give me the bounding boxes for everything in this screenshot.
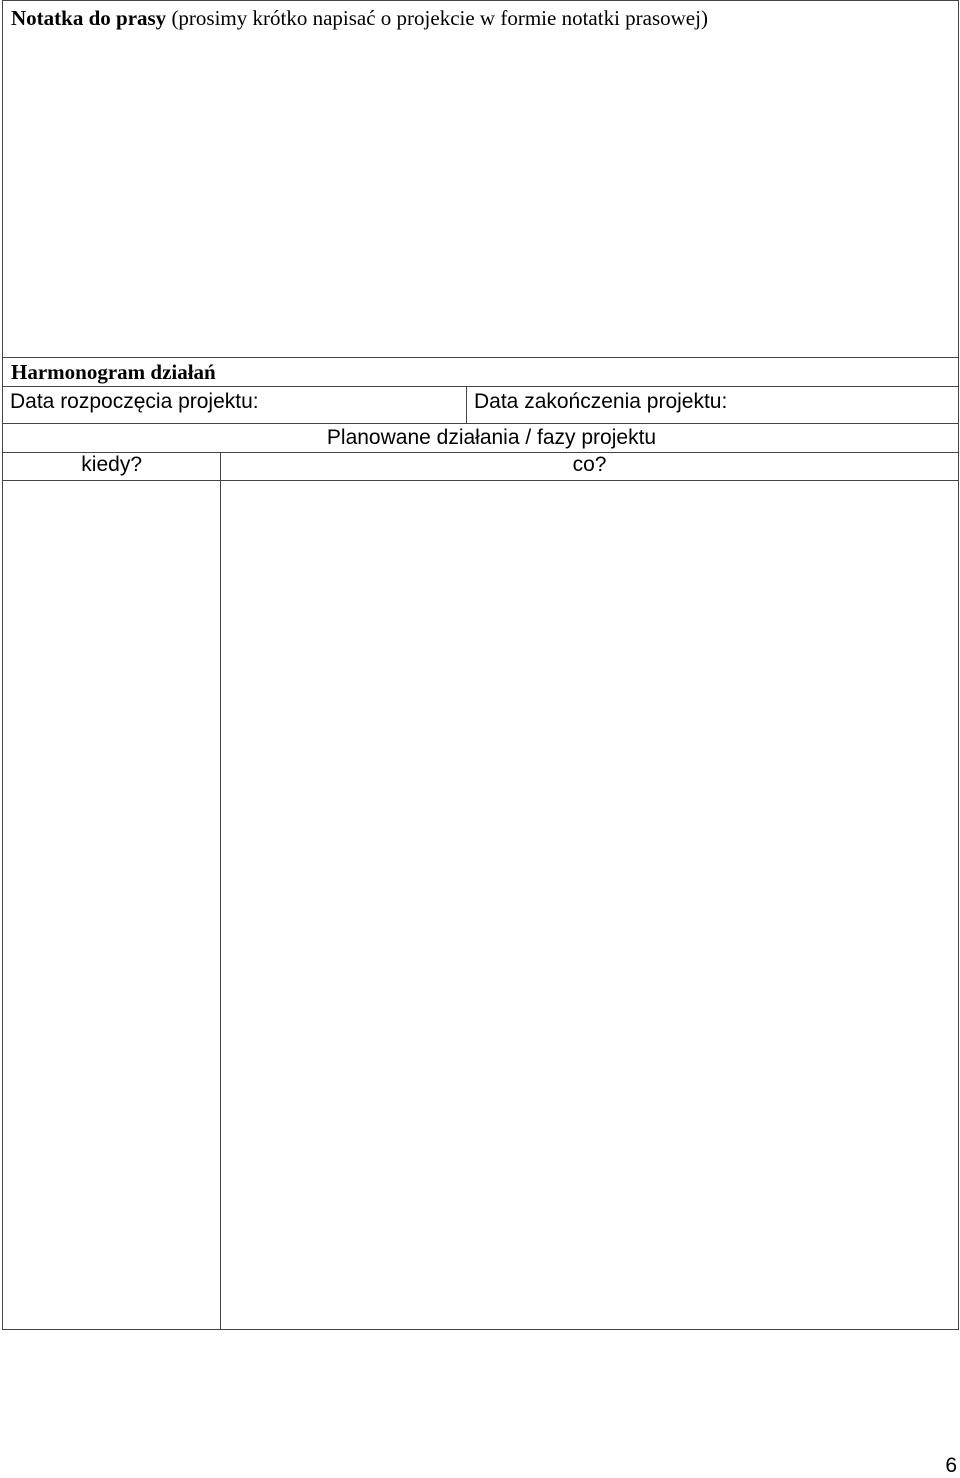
press-note-title-bold: Notatka do prasy xyxy=(11,6,167,30)
when-column-header xyxy=(2,452,221,481)
schedule-title: Harmonogram działań xyxy=(11,360,216,384)
when-column-label: kiedy? xyxy=(81,453,142,476)
planned-activities-header xyxy=(2,423,959,453)
press-note-section xyxy=(2,0,959,358)
schedule-title-row xyxy=(2,357,959,387)
page-number: 6 xyxy=(945,1454,957,1477)
start-date-field[interactable] xyxy=(2,386,467,424)
end-date-field[interactable] xyxy=(466,386,959,424)
press-note-title xyxy=(11,6,708,31)
end-date-label: Data zakończenia projektu: xyxy=(474,390,728,413)
press-note-title-hint: (prosimy krótko napisać o projekcie w formie notatki prasowej) xyxy=(166,6,708,30)
what-column-header xyxy=(220,452,959,481)
what-column-label: co? xyxy=(572,453,607,476)
what-column-field[interactable] xyxy=(220,480,959,1330)
start-date-label: Data rozpoczęcia projektu: xyxy=(10,390,259,413)
planned-activities-label: Planowane działania / fazy projektu xyxy=(326,426,657,449)
when-column-field[interactable] xyxy=(2,480,221,1330)
